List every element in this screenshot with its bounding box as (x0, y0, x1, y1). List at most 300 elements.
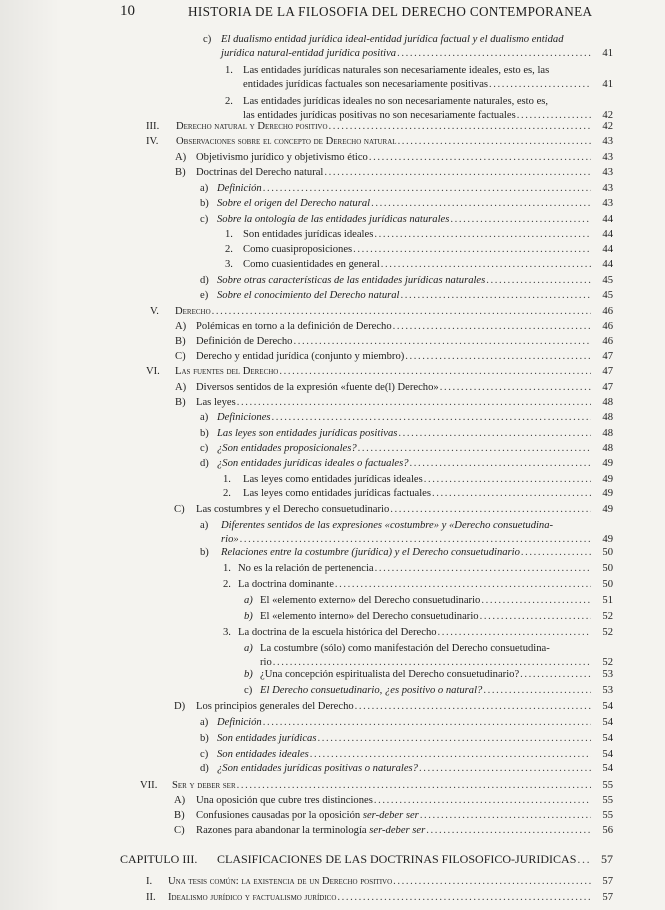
toc-entry-line (217, 213, 613, 226)
toc-entry-title: El «elemento externo» del Derecho consuetudinario (260, 595, 481, 606)
toc-entry-number: d) (200, 458, 209, 469)
toc-entry (0, 779, 665, 793)
toc-entry-number: B) (175, 336, 186, 347)
toc-entry-title: Diversos sentidos de la expresión «fuente de(l) Derecho» (196, 382, 439, 393)
toc-entry (0, 562, 665, 576)
toc-page-number: 44 (602, 244, 613, 255)
toc-entry-number: a) (200, 412, 209, 423)
toc-entry-number: IV. (146, 136, 159, 147)
toc-entry-number: C) (174, 504, 185, 515)
toc-entry (0, 258, 665, 272)
toc-entry-line (238, 578, 613, 591)
toc-entry-title: Derecho y entidad jurídica (conjunto y miembro) (196, 351, 405, 362)
toc-entry-title: Como cuasientidades en general (243, 259, 380, 270)
toc-entry (0, 503, 665, 517)
toc-entry (0, 684, 665, 698)
toc-entry (0, 213, 665, 227)
dot-leader (521, 546, 591, 559)
dot-leader (480, 610, 591, 623)
toc-page-number: 53 (602, 669, 613, 680)
toc-page-number: 48 (602, 397, 613, 408)
dot-leader (335, 578, 591, 591)
toc-entry-title: Definiciones (217, 412, 271, 423)
toc-entry-title: ¿Son entidades jurídicas positivas o naturales? (217, 763, 418, 774)
toc-entry-number: b) (244, 669, 253, 680)
toc-page-number: 44 (602, 259, 613, 270)
toc-page-number: 49 (602, 534, 613, 545)
toc-entry (0, 642, 665, 668)
toc-page-number: 44 (602, 214, 613, 225)
toc-entry-title: Las leyes (196, 397, 236, 408)
dot-leader (317, 732, 591, 745)
toc-entry-number: a) (200, 183, 209, 194)
toc-entry-title: Confusiones causadas por la oposición (196, 810, 363, 821)
toc-entry-line (172, 779, 613, 792)
toc-entry (0, 716, 665, 730)
toc-entry (0, 668, 665, 682)
toc-entry (0, 33, 665, 59)
toc-entry-first-line (243, 95, 548, 108)
dot-leader (450, 213, 591, 226)
dot-leader (410, 457, 591, 470)
toc-entry (0, 95, 665, 121)
dot-leader (390, 503, 591, 516)
toc-page-number: 42 (602, 121, 613, 132)
toc-entry-title: Razones para abandonar la terminología (196, 825, 370, 836)
toc-page-number: 54 (602, 749, 613, 760)
toc-entry-line (196, 320, 613, 333)
toc-entry-title: Objetivismo jurídico y objetivismo ético (196, 152, 368, 163)
toc-page-number: 54 (602, 763, 613, 774)
page-number: 10 (120, 3, 135, 19)
toc-entry-number: b) (244, 611, 253, 622)
toc-page-number: 55 (602, 780, 613, 791)
toc-page-number: 43 (602, 167, 613, 178)
toc-page-number: 44 (602, 229, 613, 240)
toc-entry-title: Definición (217, 717, 262, 728)
toc-entry-title: Las leyes como entidades jurídicas ideales (243, 474, 423, 485)
toc-page-number: 57 (601, 852, 613, 866)
toc-entry (0, 853, 665, 867)
toc-entry-line (196, 794, 613, 807)
dot-leader (324, 166, 591, 179)
toc-entry-line (238, 626, 613, 639)
toc-entry (0, 809, 665, 823)
toc-entry-line (238, 562, 613, 575)
toc-page-number: 52 (602, 657, 613, 668)
toc-entry-line (196, 809, 613, 822)
toc-page-number: 57 (602, 876, 613, 887)
toc-entry (0, 762, 665, 776)
toc-entry-title: Las leyes son entidades jurídicas positivas (217, 428, 398, 439)
toc-entry-title: Las entidades jurídicas naturales son necesariamente ideales, esto es, las (243, 65, 550, 76)
toc-entry (0, 473, 665, 487)
toc-entry-number: a) (200, 520, 209, 531)
toc-page-number: 51 (602, 595, 613, 606)
dot-leader (237, 779, 591, 792)
dot-leader (426, 824, 591, 837)
toc-entry-title: ¿Una concepción espiritualista del Derecho consuetudinario? (260, 669, 520, 680)
toc-entry-title: La doctrina de la escuela histórica del Derecho (238, 627, 437, 638)
toc-entry-number: A) (174, 795, 186, 806)
dot-leader (397, 47, 591, 60)
toc-entry-number: 3. (225, 259, 233, 270)
toc-page-number: 55 (602, 795, 613, 806)
toc-entry-line (217, 442, 613, 455)
toc-entry (0, 748, 665, 762)
toc-entry-title: El dualismo entidad jurídica ideal-entidad jurídica factual y el dualismo entidad (221, 34, 564, 45)
toc-page-number: 48 (602, 428, 613, 439)
toc-entry-line (217, 762, 613, 775)
toc-entry-title: Las entidades jurídicas ideales no son necesariamente naturales, esto es, (243, 96, 549, 107)
dot-leader (520, 668, 591, 681)
toc-page-number: 47 (602, 382, 613, 393)
dot-leader (329, 120, 591, 133)
dot-leader (310, 748, 591, 761)
toc-entry-number: A) (175, 321, 187, 332)
toc-page-number: 57 (602, 892, 613, 903)
dot-leader (263, 716, 591, 729)
toc-entry-line (260, 668, 613, 681)
toc-entry-number: 1. (225, 229, 233, 240)
dot-leader (355, 700, 591, 713)
toc-entry-title: Son entidades jurídicas (217, 733, 317, 744)
toc-entry-number: c) (200, 443, 209, 454)
dot-leader (279, 365, 591, 378)
toc-entry (0, 197, 665, 211)
toc-page-number: 50 (602, 579, 613, 590)
toc-entry (0, 594, 665, 608)
toc-entry (0, 135, 665, 149)
toc-entry-number: b) (200, 428, 209, 439)
toc-entry (0, 487, 665, 501)
dot-leader (420, 809, 591, 822)
toc-entry (0, 875, 665, 889)
toc-page-number: 50 (602, 547, 613, 558)
toc-entry-title: Como cuasiproposiciones (243, 244, 353, 255)
dot-leader (381, 258, 591, 271)
toc-entry-line (217, 748, 613, 761)
toc-entry-title: La costumbre (sólo) como manifestación del Derecho consuetudina- (260, 643, 550, 654)
toc-entry-line (243, 473, 613, 486)
toc-entry-number: A) (175, 152, 187, 163)
toc-entry-number: I. (146, 876, 153, 887)
toc-entry-number: VI. (146, 366, 160, 377)
toc-entry-line (168, 875, 613, 888)
toc-entry-title: ¿Son entidades jurídicas ideales o factuales? (217, 458, 409, 469)
toc-entry (0, 335, 665, 349)
dot-leader (481, 594, 591, 607)
toc-page-number: 54 (602, 701, 613, 712)
toc-entry (0, 891, 665, 905)
toc-entry-title: Derecho natural y Derecho positivo (176, 121, 328, 132)
toc-entry-number: A) (175, 382, 187, 393)
toc-entry-first-line (221, 519, 553, 532)
toc-page-number: 46 (602, 321, 613, 332)
toc-entry-title: Son entidades ideales (217, 749, 309, 760)
toc-entry-first-line (260, 642, 550, 655)
toc-entry (0, 546, 665, 560)
toc-entry-line (260, 594, 613, 607)
toc-entry-title-continued: rio (260, 657, 272, 668)
toc-entry (0, 700, 665, 714)
dot-leader (371, 197, 591, 210)
toc-entry-line (217, 411, 613, 424)
dot-leader (424, 473, 591, 486)
toc-entry (0, 519, 665, 545)
toc-entry (0, 120, 665, 134)
toc-entry-line (260, 610, 613, 623)
dot-leader (440, 381, 591, 394)
toc-entry-title: Una tesis común: la existencia de un Derecho positivo (168, 876, 393, 887)
toc-entry-title: Sobre el origen del Derecho natural (217, 198, 371, 209)
toc-page-number: 49 (602, 474, 613, 485)
dot-leader (398, 135, 591, 148)
toc-entry-number: C) (174, 825, 185, 836)
toc-entry (0, 182, 665, 196)
toc-entry-number: d) (200, 763, 209, 774)
toc-entry-number: c) (203, 34, 212, 45)
toc-entry-line (196, 503, 613, 516)
toc-entry-line (196, 166, 613, 179)
toc-entry-number: VII. (140, 780, 158, 791)
dot-leader (263, 182, 591, 195)
toc-entry-line (217, 274, 613, 287)
dot-leader (375, 562, 591, 575)
toc-entry-title: Una oposición que cubre tres distinciones (196, 795, 373, 806)
dot-leader (353, 243, 591, 256)
toc-page-number: 46 (602, 336, 613, 347)
toc-entry-title: La doctrina dominante (238, 579, 334, 590)
toc-entry (0, 794, 665, 808)
toc-entry-number: III. (146, 121, 160, 132)
dot-leader (337, 891, 591, 904)
dot-leader (489, 78, 591, 91)
toc-entry (0, 610, 665, 624)
toc-page-number: 53 (602, 685, 613, 696)
dot-leader (486, 274, 591, 287)
toc-entry (0, 228, 665, 242)
dot-leader (401, 289, 592, 302)
toc-page-number: 45 (602, 290, 613, 301)
toc-entry-number: C) (175, 351, 186, 362)
toc-entry (0, 151, 665, 165)
toc-entry (0, 243, 665, 257)
dot-leader (374, 794, 591, 807)
toc-entry-continuation (243, 78, 613, 91)
toc-entry-line (196, 700, 613, 713)
toc-entry-title: Los principios generales del Derecho (196, 701, 354, 712)
dot-leader (393, 320, 591, 333)
toc-entry-number: II. (146, 892, 156, 903)
toc-page-number: 49 (602, 458, 613, 469)
toc-entry-number: B) (175, 397, 186, 408)
toc-entry-line (176, 135, 613, 148)
toc-entry-title-continued: las entidades jurídicas positivas no son necesariamente factuales (243, 110, 516, 121)
toc-entry-number: c) (200, 749, 209, 760)
toc-entry-continuation (221, 533, 613, 546)
toc-entry (0, 578, 665, 592)
toc-entry-title: Observaciones sobre el concepto de Derecho natural (176, 136, 397, 147)
toc-entry-title: Definición (217, 183, 262, 194)
toc-entry-title: ¿Son entidades proposicionales? (217, 443, 357, 454)
toc-entry-number: 2. (225, 96, 233, 107)
toc-entry (0, 289, 665, 303)
toc-entry-line (243, 243, 613, 256)
dot-leader (483, 684, 591, 697)
toc-page-number: 43 (602, 152, 613, 163)
toc-entry-title: Definición de Derecho (196, 336, 293, 347)
toc-entry-line (243, 258, 613, 271)
toc-entry-title: Ser y deber ser (172, 780, 236, 791)
toc-entry-title: Relaciones entre la costumbre (jurídica) y el Derecho consuetudinario (221, 547, 520, 558)
toc-page-number: 50 (602, 563, 613, 574)
toc-entry-number: b) (200, 198, 209, 209)
toc-entry-title: CLASIFICACIONES DE LAS DOCTRINAS FILOSOFICO-JURIDICAS (217, 852, 577, 866)
toc-entry-number: e) (200, 290, 209, 301)
toc-entry-line (196, 381, 613, 394)
toc-entry-first-line (221, 33, 564, 46)
toc-entry-number: a) (244, 595, 253, 606)
toc-page-number: 41 (602, 79, 613, 90)
toc-entry-title: Sobre la ontología de las entidades jurídicas naturales (217, 214, 450, 225)
toc-entry-number: 1. (225, 65, 233, 76)
toc-entry-number: 2. (225, 244, 233, 255)
toc-entry-title: Las fuentes del Derecho (175, 366, 279, 377)
toc-entry-line (217, 197, 613, 210)
toc-entry-title: El Derecho consuetudinario, ¿es positivo o natural? (260, 685, 483, 696)
toc-entry (0, 320, 665, 334)
toc-entry-number: V. (150, 306, 159, 317)
toc-page-number: 47 (602, 351, 613, 362)
dot-leader (432, 487, 591, 500)
toc-page-number: 43 (602, 183, 613, 194)
toc-entry-line (243, 487, 613, 500)
toc-entry-number: 2. (223, 488, 231, 499)
toc-entry-number: CAPITULO III. (120, 852, 198, 866)
dot-leader (369, 151, 591, 164)
toc-entry-line (217, 289, 613, 302)
toc-entry (0, 365, 665, 379)
toc-page-number: 56 (602, 825, 613, 836)
running-title: HISTORIA DE LA FILOSOFIA DEL DERECHO CONTEMPORANEA (188, 4, 593, 19)
toc-entry-line (175, 305, 613, 318)
toc-entry (0, 274, 665, 288)
toc-entry-title: Doctrinas del Derecho natural (196, 167, 324, 178)
toc-entry-title: Las leyes como entidades jurídicas factuales (243, 488, 431, 499)
toc-page-number: 45 (602, 275, 613, 286)
toc-entry-line (217, 182, 613, 195)
toc-entry-number: 1. (223, 563, 231, 574)
dot-leader (293, 335, 591, 348)
toc-entry-number: B) (175, 167, 186, 178)
toc-entry-title: El «elemento interno» del Derecho consuetudinario (260, 611, 479, 622)
toc-entry-title: Sobre otras características de las entidades jurídicas naturales (217, 275, 486, 286)
toc-entry-line (196, 824, 613, 837)
toc-entry-line (243, 228, 613, 241)
toc-entry-title: Las costumbres y el Derecho consuetudinario (196, 504, 390, 515)
toc-entry (0, 626, 665, 640)
toc-entry (0, 824, 665, 838)
toc-entry (0, 64, 665, 90)
toc-page-number: 48 (602, 443, 613, 454)
toc-entry-number: D) (174, 701, 186, 712)
toc-entry (0, 350, 665, 364)
toc-page-number: 47 (602, 366, 613, 377)
toc-entry-line (217, 427, 613, 440)
toc-entry-title: Derecho (175, 306, 211, 317)
toc-entry-number: a) (200, 717, 209, 728)
toc-entry-title: Sobre el conocimiento del Derecho natural (217, 290, 400, 301)
dot-leader (405, 350, 591, 363)
toc-page-number: 42 (602, 110, 613, 121)
toc-entry-line (217, 457, 613, 470)
toc-page-number: 54 (602, 717, 613, 728)
toc-entry (0, 732, 665, 746)
toc-page-number: 49 (602, 488, 613, 499)
toc-entry-title: Polémicas en torno a la definición de Derecho (196, 321, 392, 332)
toc-entry-number: c) (244, 685, 253, 696)
dot-leader (240, 533, 591, 546)
toc-entry-line (221, 546, 613, 559)
toc-entry-title: Son entidades jurídicas ideales (243, 229, 374, 240)
toc-page-number: 55 (602, 810, 613, 821)
toc-entry-title: Diferentes sentidos de las expresiones «costumbre» y «Derecho consuetudina- (221, 520, 554, 531)
dot-leader (577, 853, 591, 866)
toc-entry (0, 427, 665, 441)
toc-entry-line (168, 891, 613, 904)
toc-page-number: 48 (602, 412, 613, 423)
running-header (0, 3, 665, 21)
toc-entry-number: 3. (223, 627, 231, 638)
toc-entry-line (196, 350, 613, 363)
toc-entry (0, 411, 665, 425)
dot-leader (438, 626, 591, 639)
toc-page-number: 43 (602, 136, 613, 147)
toc-page-number: 52 (602, 611, 613, 622)
dot-leader (358, 442, 591, 455)
toc-entry-number: b) (200, 547, 209, 558)
toc-entry-line (175, 365, 613, 378)
toc-entry-number: 2. (223, 579, 231, 590)
dot-leader (237, 396, 591, 409)
toc-entry (0, 381, 665, 395)
dot-leader (419, 762, 591, 775)
dot-leader (212, 305, 591, 318)
toc-entry-title-italic: ser-deber ser (369, 825, 426, 836)
toc-page-number: 52 (602, 627, 613, 638)
toc-entry-line (196, 396, 613, 409)
toc-entry (0, 166, 665, 180)
toc-entry-line (260, 684, 613, 697)
toc-entry-line (217, 716, 613, 729)
toc-entry-number: c) (200, 214, 209, 225)
toc-page-number: 41 (602, 48, 613, 59)
toc-page-number: 49 (602, 504, 613, 515)
toc-entry-line (196, 335, 613, 348)
toc-entry-number: b) (200, 733, 209, 744)
toc-entry-number: 1. (223, 474, 231, 485)
dot-leader (374, 228, 591, 241)
toc-entry-line (217, 853, 613, 866)
toc-entry (0, 457, 665, 471)
dot-leader (272, 411, 591, 424)
toc-entry-line (217, 732, 613, 745)
dot-leader (393, 875, 591, 888)
toc-entry (0, 442, 665, 456)
toc-entry-title-continued: entidades jurídicas factuales son necesariamente positivas (243, 79, 489, 90)
toc-entry-title-continued: rio» (221, 534, 239, 545)
